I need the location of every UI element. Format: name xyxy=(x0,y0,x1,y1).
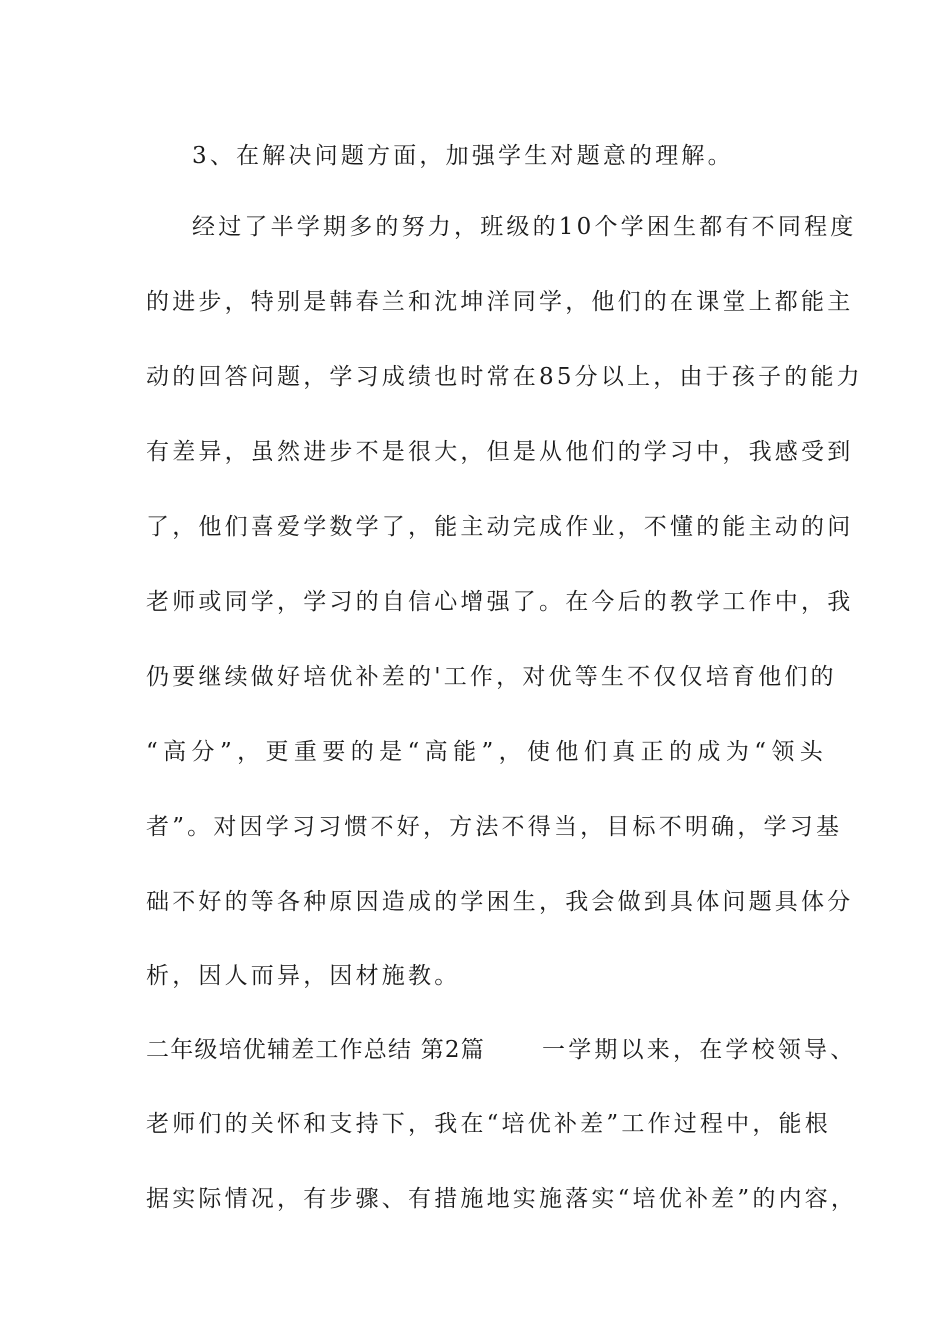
section-heading-row xyxy=(146,1035,857,1065)
paragraph-line: 3、在解决问题方面，加强学生对题意的理解。 xyxy=(192,143,734,169)
paragraph-line: 据实际情况，有步骤、有措施地实施落实“培优补差”的内容， xyxy=(146,1186,858,1212)
paragraph-line: 老师们的关怀和支持下，我在“培优补差”工作过程中，能根 xyxy=(146,1111,831,1137)
paragraph-line: 者”。对因学习习惯不好，方法不得当，目标不明确，学习基 xyxy=(146,814,843,840)
paragraph-line: 经过了半学期多的努力，班级的10个学困生都有不同程度 xyxy=(192,214,857,240)
paragraph-line: 动的回答问题，学习成绩也时常在85分以上，由于孩子的能力 xyxy=(146,364,863,390)
paragraph-line: 了，他们喜爱学数学了，能主动完成作业，不懂的能主动的问 xyxy=(146,514,854,540)
paragraph-line: 础不好的等各种原因造成的学困生，我会做到具体问题具体分 xyxy=(146,889,854,915)
paragraph-line: 析，因人而异，因材施教。 xyxy=(146,963,461,989)
paragraph-line: 有差异，虽然进步不是很大，但是从他们的学习中，我感受到 xyxy=(146,439,854,465)
paragraph-line: 老师或同学，学习的自信心增强了。在今后的教学工作中，我 xyxy=(146,589,854,615)
paragraph-line: “高分”，更重要的是“高能”，使他们真正的成为“领头 xyxy=(146,739,826,765)
section-heading: 二年级培优辅差工作总结 第2篇 xyxy=(146,1037,485,1063)
paragraph-line: 仍要继续做好培优补差的'工作，对优等生不仅仅培育他们的 xyxy=(146,664,837,690)
paragraph-line: 的进步，特别是韩春兰和沈坤洋同学，他们的在课堂上都能主 xyxy=(146,289,854,315)
section-first-line: 一学期以来，在学校领导、 xyxy=(542,1037,857,1063)
